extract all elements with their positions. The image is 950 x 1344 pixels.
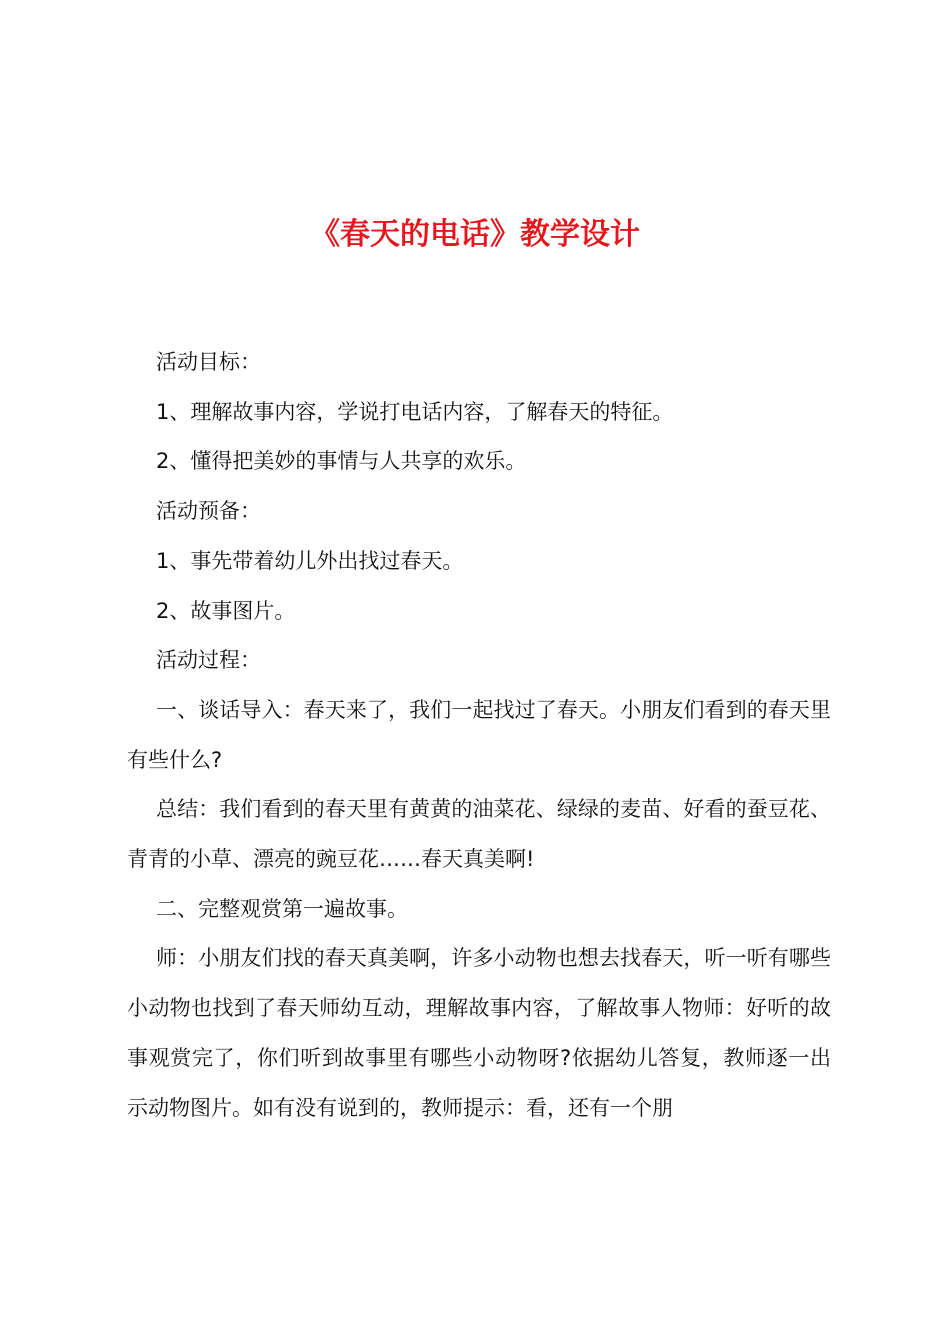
paragraph-summary: 总结：我们看到的春天里有黄黄的油菜花、绿绿的麦苗、好看的蚕豆花、青青的小草、漂亮的豌豆花……春天真美啊! (127, 797, 831, 872)
paragraph-step-2: 二、完整观赏第一遍故事。 (156, 896, 408, 921)
document-body (127, 338, 831, 1133)
paragraph-process-heading: 活动过程： (156, 648, 261, 673)
paragraph-preparation-2: 2、故事图片。 (156, 598, 296, 623)
paragraph-goal-2: 2、懂得把美妙的事情与人共享的欢乐。 (156, 449, 527, 474)
paragraph-goal-1: 1、理解故事内容，学说打电话内容，了解春天的特征。 (156, 399, 674, 424)
paragraph-preparation-heading: 活动预备： (156, 499, 261, 524)
paragraph-teacher-dialogue: 师：小朋友们找的春天真美啊，许多小动物也想去找春天，听一听有哪些小动物也找到了春天师幼互动，理解故事内容，了解故事人物师：好听的故事观赏完了，你们听到故事里有哪些小动物呀?依据幼儿答复，教师逐一出示动物图片。如有没有说到的，教师提示：看，还有一个朋 (127, 946, 831, 1120)
paragraph-preparation-1: 1、事先带着幼儿外出找过春天。 (156, 548, 464, 573)
document-title: 《春天的电话》教学设计 (310, 217, 640, 252)
paragraph-step-1: 一、谈话导入：春天来了，我们一起找过了春天。小朋友们看到的春天里有些什么? (127, 697, 831, 772)
paragraph-activity-goals-heading: 活动目标： (156, 350, 261, 374)
